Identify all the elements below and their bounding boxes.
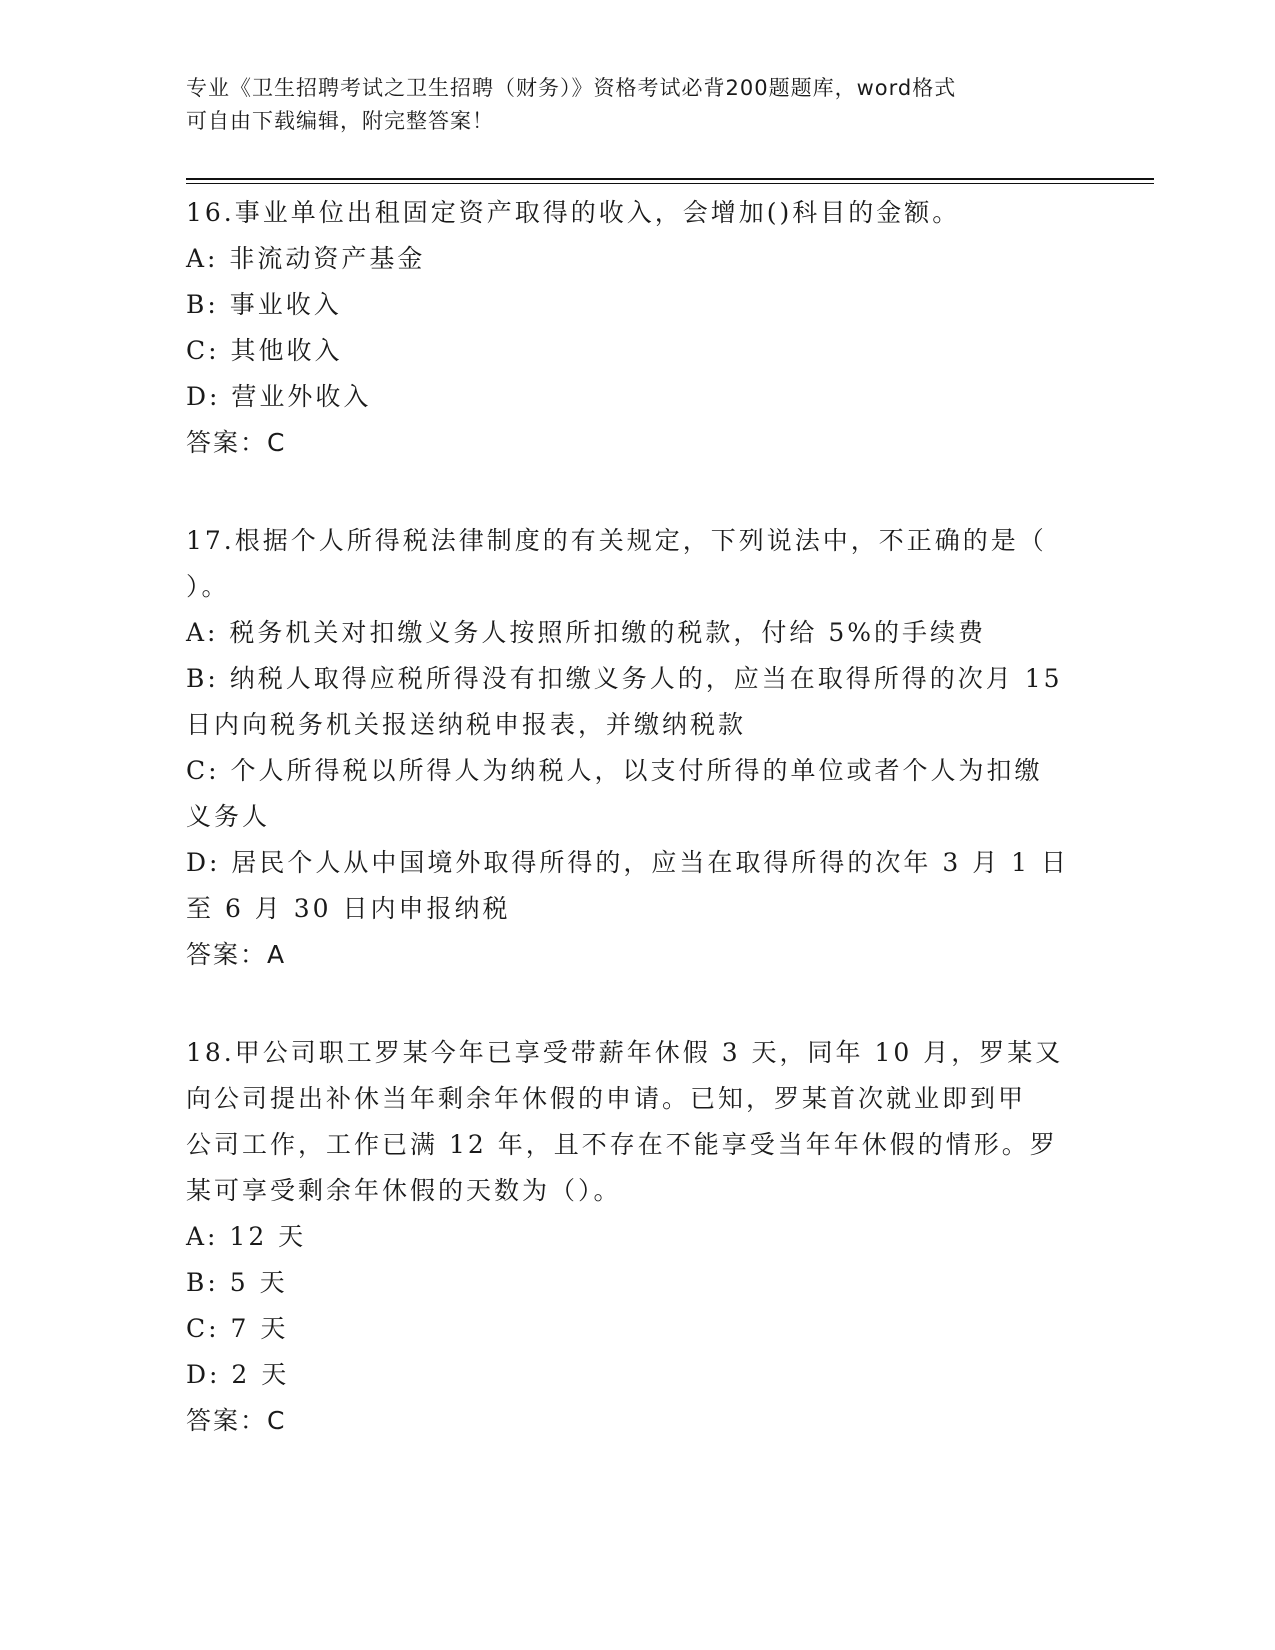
option-b: B: 纳税人取得应税所得没有扣缴义务人的，应当在取得所得的次月 15 [186,664,1063,693]
option-c: C: 其他收入 [186,336,343,365]
option-a: A: 非流动资产基金 [186,244,426,273]
question-list [186,190,1091,1496]
option-d-continued: 至 6 月 30 日内申报纳税 [186,894,511,923]
header-title-line-1: 专业《卫生招聘考试之卫生招聘（财务）》资格考试必背200题题库，word格式 [186,76,957,100]
header-title-line-2: 可自由下载编辑，附完整答案！ [186,109,494,133]
question-16 [186,190,1091,466]
answer-label: 答案：C [186,428,287,457]
option-a: A: 12 天 [186,1222,307,1251]
question-stem: 18.甲公司职工罗某今年已享受带薪年休假 3 天，同年 10 月，罗某又 [186,1038,1064,1067]
option-d: D: 2 天 [186,1360,290,1389]
option-a: A: 税务机关对扣缴义务人按照所扣缴的税款，付给 5%的手续费 [186,618,987,647]
option-d: D: 居民个人从中国境外取得所得的，应当在取得所得的次年 3 月 1 日 [186,848,1070,877]
question-17 [186,518,1091,978]
document-header [186,72,1066,138]
option-c: C: 个人所得税以所得人为纳税人，以支付所得的单位或者个人为扣缴 [186,756,1043,785]
option-b: B: 事业收入 [186,290,342,319]
question-stem: 16.事业单位出租固定资产取得的收入，会增加()科目的金额。 [186,198,961,227]
question-stem-continued: 某可享受剩余年休假的天数为（）。 [186,1176,622,1205]
question-18 [186,1030,1091,1444]
answer-label: 答案：C [186,1406,287,1435]
option-c-continued: 义务人 [186,802,271,831]
question-stem: 17.根据个人所得税法律制度的有关规定，下列说法中，不正确的是（ [186,526,1047,555]
option-b-continued: 日内向税务机关报送纳税申报表，并缴纳税款 [186,710,747,739]
answer-label: 答案：A [186,940,287,969]
question-stem-continued: 公司工作，工作已满 12 年，且不存在不能享受当年年休假的情形。罗 [186,1130,1058,1159]
option-b: B: 5 天 [186,1268,288,1297]
option-d: D: 营业外收入 [186,382,372,411]
header-divider-thin [186,183,1154,184]
question-stem-continued: ）。 [186,572,230,601]
option-c: C: 7 天 [186,1314,289,1343]
question-stem-continued: 向公司提出补休当年剩余年休假的申请。已知，罗某首次就业即到甲 [186,1084,1027,1113]
header-divider-thick [186,178,1154,180]
